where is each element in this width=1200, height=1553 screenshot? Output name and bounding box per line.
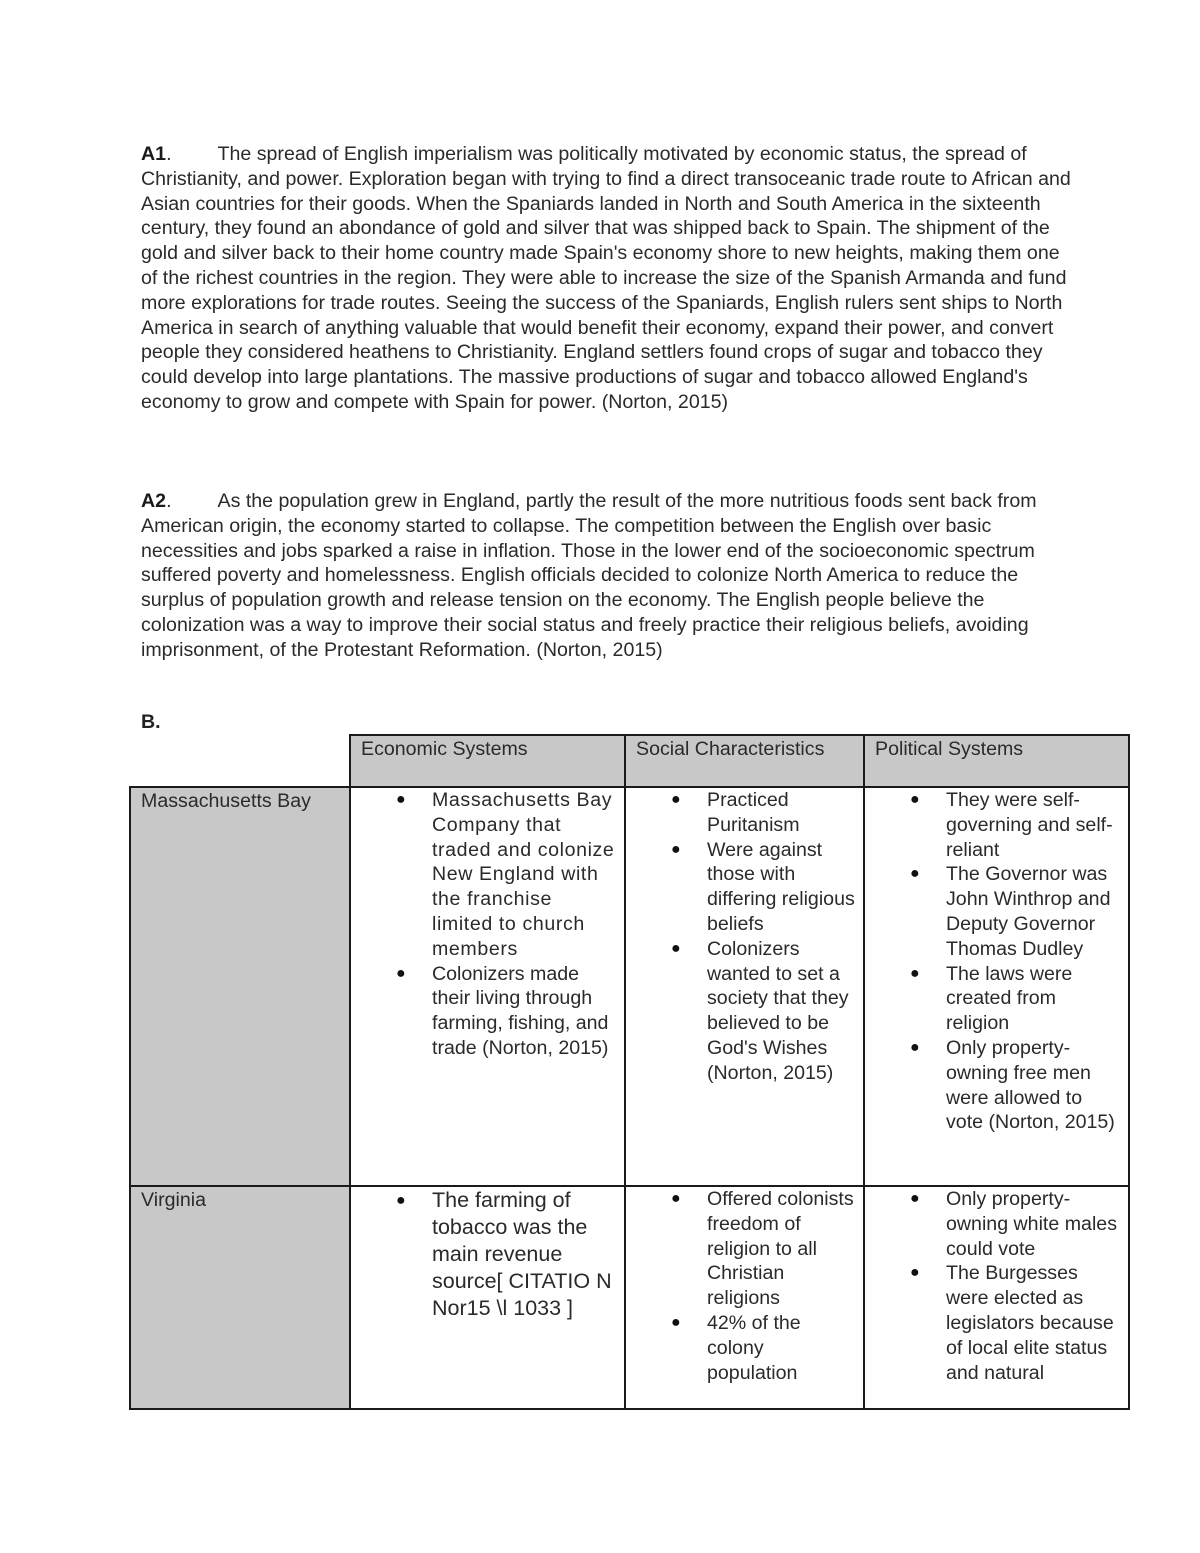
row-label-massachusetts-bay: Massachusetts Bay	[130, 787, 350, 1186]
bullet-icon: ●	[396, 1192, 406, 1209]
list-item: ● Colonizers made their living through farming, fishing, and trade (Norton, 2015)	[396, 962, 609, 1059]
table-corner-cell	[130, 735, 350, 787]
colonies-comparison-table	[129, 734, 1130, 1410]
bullet-icon: ●	[396, 791, 407, 808]
virginia-political-cell	[864, 1186, 1129, 1409]
table-header-row	[130, 735, 1129, 787]
bullet-icon: ●	[671, 1190, 681, 1207]
massachusetts-economic-cell	[350, 787, 625, 1186]
row-label-virginia: Virginia	[130, 1186, 350, 1409]
list-item: ● Massachusetts Bay Company that traded and colonize New England with the franchise limited to church members	[396, 789, 615, 960]
section-b-label: B.	[141, 711, 161, 733]
bullet-icon: ●	[910, 1264, 920, 1282]
list-item: ● Were against those with differing religious beliefs	[671, 838, 855, 935]
bullet-icon: ●	[671, 1313, 681, 1331]
paragraph-a1-text: The spread of English imperialism was politically motivated by economic status, the spread of Christianity, and power. Exploration began with trying to find a direct transoceanic trade route to African and Asian countries for their goods. When the Spaniards landed in North and South America in the sixteenth century, they found an abondance of gold and silver that was shipped back to Spain. The shipment of the gold and silver back to their home country made Spain's economy shore to new heights, making them one of the richest countries in the region. They were able to increase the size of the Spanish Armanda and fund more explorations for trade routes. Seeing the success of the Spaniards, English rulers sent ships to North America in search of anything valuable that would benefit their economy, expand their power, and convert people they considered heathens to Christianity. England settlers found crops of sugar and tobacco they could develop into large plantations. The massive productions of sugar and tobacco allowed England's economy to grow and compete with Spain for power. (Norton, 2015)	[141, 143, 1071, 413]
header-political-systems: Political Systems	[864, 735, 1129, 787]
table-row-virginia	[130, 1186, 1129, 1409]
paragraph-a2-text: As the population grew in England, partly the result of the more nutritious foods sent back from American origin, the economy started to collapse. The competition between the English over basic necessities and jobs sparked a raise in inflation. Those in the lower end of the socioeconomic spectrum suffered poverty and homelessness. English officials decided to colonize North America to reduce the surplus of population growth and release tension on the economy. The English people believe the colonization was a way to improve their social status and freely practice their religious beliefs, avoiding imprisonment, of the Protestant Reformation. (Norton, 2015)	[141, 490, 1037, 661]
list-item: ● Practiced Puritanism	[671, 789, 800, 836]
list-item: ● They were self-governing and self-reliant	[910, 789, 1113, 861]
list-item: ● Offered colonists freedom of religion to all Christian religions	[671, 1188, 854, 1310]
bullet-icon: ●	[910, 1190, 920, 1207]
bullet-icon: ●	[671, 791, 681, 808]
bullet-icon: ●	[910, 964, 920, 982]
list-item: ● The Burgesses were elected as legislators because of local elite status and natural	[910, 1262, 1114, 1384]
paragraph-a2: A2. As the population grew in England, partly the result of the more nutritious foods sent back from American origin, the economy started to collapse. The competition between the English over basic necessities and jobs sparked a raise in inflation. Those in the lower end of the socioeconomic spectrum suffered poverty and homelessness. English officials decided to colonize North America to reduce the surplus of population growth and release tension on the economy. The English people believe the colonization was a way to improve their social status and freely practice their religious beliefs, avoiding imprisonment, of the Protestant Reformation. (Norton, 2015)	[141, 490, 1037, 661]
bullet-icon: ●	[910, 1038, 920, 1056]
paragraph-a1-tag: A1	[141, 143, 167, 165]
bullet-icon: ●	[910, 865, 920, 883]
bullet-icon: ●	[910, 791, 920, 808]
bullet-icon: ●	[671, 939, 681, 957]
paragraph-a1: A1. The spread of English imperialism was politically motivated by economic status, the spread of Christianity, and power. Exploration began with trying to find a direct transoceanic trade route to African and Asian countries for their goods. When the Spaniards landed in North and South America in the sixteenth century, they found an abondance of gold and silver that was shipped back to Spain. The shipment of the gold and silver back to their home country made Spain's economy shore to new heights, making them one of the richest countries in the region. They were able to increase the size of the Spanish Armanda and fund more explorations for trade routes. Seeing the success of the Spaniards, English rulers sent ships to North America in search of anything valuable that would benefit their economy, expand their power, and convert people they considered heathens to Christianity. England settlers found crops of sugar and tobacco they could develop into large plantations. The massive productions of sugar and tobacco allowed England's economy to grow and compete with Spain for power. (Norton, 2015)	[141, 143, 1071, 413]
virginia-social-cell	[625, 1186, 864, 1409]
massachusetts-political-cell	[864, 787, 1129, 1186]
list-item: ● The farming of tobacco was the main revenue source[ CITATIO N Nor15 \l 1033 ]	[396, 1188, 612, 1320]
table-row-massachusetts-bay	[130, 787, 1129, 1186]
list-item: ● Only property-owning free men were allowed to vote (Norton, 2015)	[910, 1036, 1115, 1134]
list-item: ● Only property-owning white males could vote	[910, 1188, 1117, 1260]
header-social-characteristics: Social Characteristics	[625, 735, 864, 787]
header-economic-systems: Economic Systems	[350, 735, 625, 787]
list-item: ● 42% of the colony population	[671, 1311, 801, 1384]
massachusetts-social-cell	[625, 787, 864, 1186]
bullet-icon: ●	[396, 964, 406, 982]
bullet-icon: ●	[671, 840, 681, 858]
list-item: ● The Governor was John Winthrop and Deputy Governor Thomas Dudley	[910, 863, 1111, 960]
list-item: ● Colonizers wanted to set a society that they believed to be God's Wishes (Norton, 2015)	[671, 937, 849, 1084]
virginia-economic-cell	[350, 1186, 625, 1409]
list-item: ● The laws were created from religion	[910, 962, 1073, 1035]
paragraph-a2-tag: A2	[141, 490, 167, 512]
